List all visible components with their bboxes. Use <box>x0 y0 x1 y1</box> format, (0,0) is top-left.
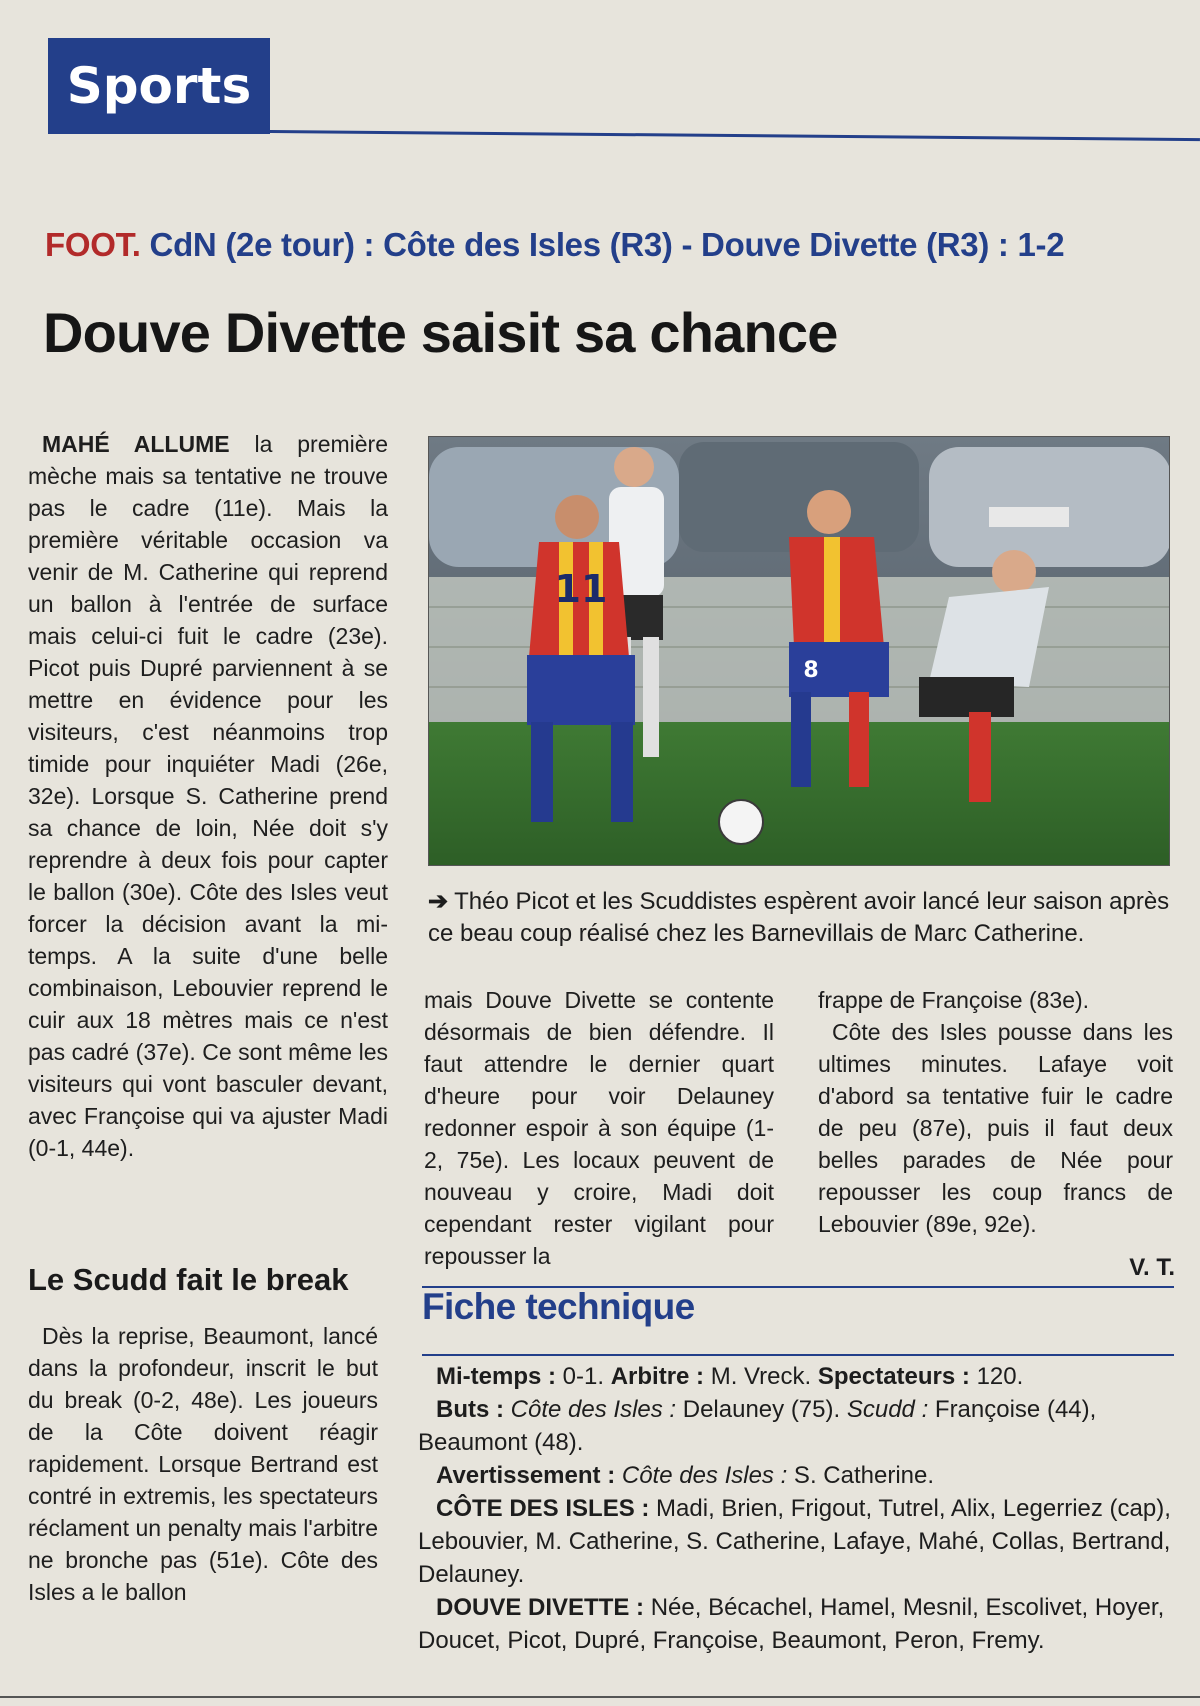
avertissement-team: Côte des Isles : <box>615 1462 788 1489</box>
mitemps-label: Mi-temps : <box>436 1363 556 1390</box>
fiche-line-douve-divette <box>418 1591 1178 1657</box>
article-paragraph-3: mais Douve Divette se contente désormais de bien défendre. Il faut attendre le dernier quart d'heure pour voir Delauney redonner espoir à son équipe (1-2, 75e). Les locaux peuvent de nouveau y croire, Madi doit cependant rester vigilant pour repousser la <box>424 987 774 1269</box>
article-column-3 <box>818 984 1173 1240</box>
kicker-match: CdN (2e tour) : Côte des Isles (R3) - Douve Divette (R3) : 1-2 <box>149 226 1065 263</box>
kicker-sport: FOOT. <box>45 226 141 263</box>
football-photo-illustration <box>429 437 1170 866</box>
headline-kicker <box>45 226 1185 264</box>
cote-des-isles-label: CÔTE DES ISLES : <box>436 1495 650 1522</box>
buts-label: Buts : <box>436 1396 504 1423</box>
avertissement-value: S. Catherine. <box>787 1462 935 1489</box>
buts-team-1: Côte des Isles : <box>504 1396 677 1423</box>
lead-words: MAHÉ ALLUME <box>42 431 230 457</box>
page-bottom-rule <box>0 1696 1200 1698</box>
jersey-number-8: 8 <box>803 658 819 683</box>
buts-value-2: Françoise (44), Beaumont (48). <box>418 1396 1097 1456</box>
fiche-line-avertissement <box>418 1459 1178 1492</box>
fiche-line-buts <box>418 1393 1178 1459</box>
match-photo <box>428 436 1170 866</box>
article-paragraph-4: frappe de Françoise (83e). <box>818 987 1090 1013</box>
douve-divette-label: DOUVE DIVETTE : <box>436 1594 645 1621</box>
football <box>719 800 763 844</box>
buts-value-1: Delauney (75). <box>676 1396 847 1423</box>
douve-divette-lineup: Née, Bécachel, Hamel, Mesnil, Escolivet, Hoyer, Doucet, Picot, Dupré, Françoise, Beaumont, Peron, Fremy. <box>418 1594 1165 1654</box>
fiche-line-cote-des-isles <box>418 1492 1178 1591</box>
arbitre-label: Arbitre : <box>610 1363 705 1390</box>
section-label: Sports <box>48 38 270 134</box>
parked-car-center <box>679 442 919 552</box>
spectateurs-label: Spectateurs : <box>817 1363 970 1390</box>
article-paragraph-5: Côte des Isles pousse dans les ultimes minutes. Lafaye voit d'abord sa tentative fuir le cadre de peu (87e), puis il faut deux belles parades de Née pour repousser les coup francs de Lebouvier (89e, 92e). <box>818 1019 1173 1237</box>
article-paragraph-2: Dès la reprise, Beaumont, lancé dans la profondeur, inscrit le but du break (0-2, 48e). Les joueurs de la Côte doivent réagir rapidement. Lorsque Bertrand est contré in extremis, les spectateurs réclament un penalty mais l'arbitre ne bronche pas (51e). Côte des Isles a le ballon <box>28 1323 378 1605</box>
fiche-title: Fiche technique <box>422 1286 695 1327</box>
photo-caption <box>428 886 1170 950</box>
arrow-icon: ➔ <box>428 888 449 915</box>
buts-team-2: Scudd : <box>846 1396 929 1423</box>
article-subhead: Le Scudd fait le break <box>28 1262 349 1297</box>
fiche-technique <box>418 1360 1178 1657</box>
cote-des-isles-lineup: Madi, Brien, Frigout, Tutrel, Alix, Legerriez (cap), Lebouvier, M. Catherine, S. Catherine, Lafaye, Mahé, Collas, Bertrand, Delauney. <box>418 1495 1171 1588</box>
arbitre-value: M. Vreck. <box>704 1363 818 1390</box>
fiche-line-mitemps <box>418 1360 1178 1393</box>
article-column-2 <box>424 984 774 1272</box>
caption-text: Théo Picot et les Scuddistes espèrent avoir lancé leur saison après ce beau coup réalisé chez les Barnevillais de Marc Catherine. <box>428 888 1170 947</box>
article-column-1b <box>28 1320 378 1608</box>
mitemps-value: 0-1. <box>556 1363 611 1390</box>
article-headline: Douve Divette saisit sa chance <box>43 301 838 364</box>
author-signature: V. T. <box>1129 1254 1175 1281</box>
spectateurs-value: 120. <box>969 1363 1024 1390</box>
article-column-1 <box>28 428 388 1164</box>
jersey-number-11: 11 <box>554 567 608 611</box>
article-paragraph-1: la première mèche mais sa tentative ne trouve pas le cadre (11e). Mais la première véritable occasion va venir de M. Catherine qui reprend un ballon à l'entrée de surface mais celui-ci fuit le cadre (23e). Picot puis Dupré parviennent à se mettre en évidence pour les visiteurs, c'est néanmoins trop timide pour inquiéter Madi (26e, 32e). Lorsque S. Catherine prend sa chance de loin, Née doit s'y reprendre à deux fois pour capter le ballon (30e). Côte des Isles veut forcer la décision avant la mi-temps. A la suite d'une belle combinaison, Lebouvier reprend le cuir aux 18 mètres mais ce n'est pas cadré (37e). Ce sont même les visiteurs qui vont basculer devant, avec Françoise qui va ajuster Madi (0-1, 44e). <box>28 431 389 1161</box>
section-rule <box>270 130 1200 141</box>
avertissement-label: Avertissement : <box>436 1462 616 1489</box>
fiche-bottom-rule <box>422 1354 1174 1356</box>
